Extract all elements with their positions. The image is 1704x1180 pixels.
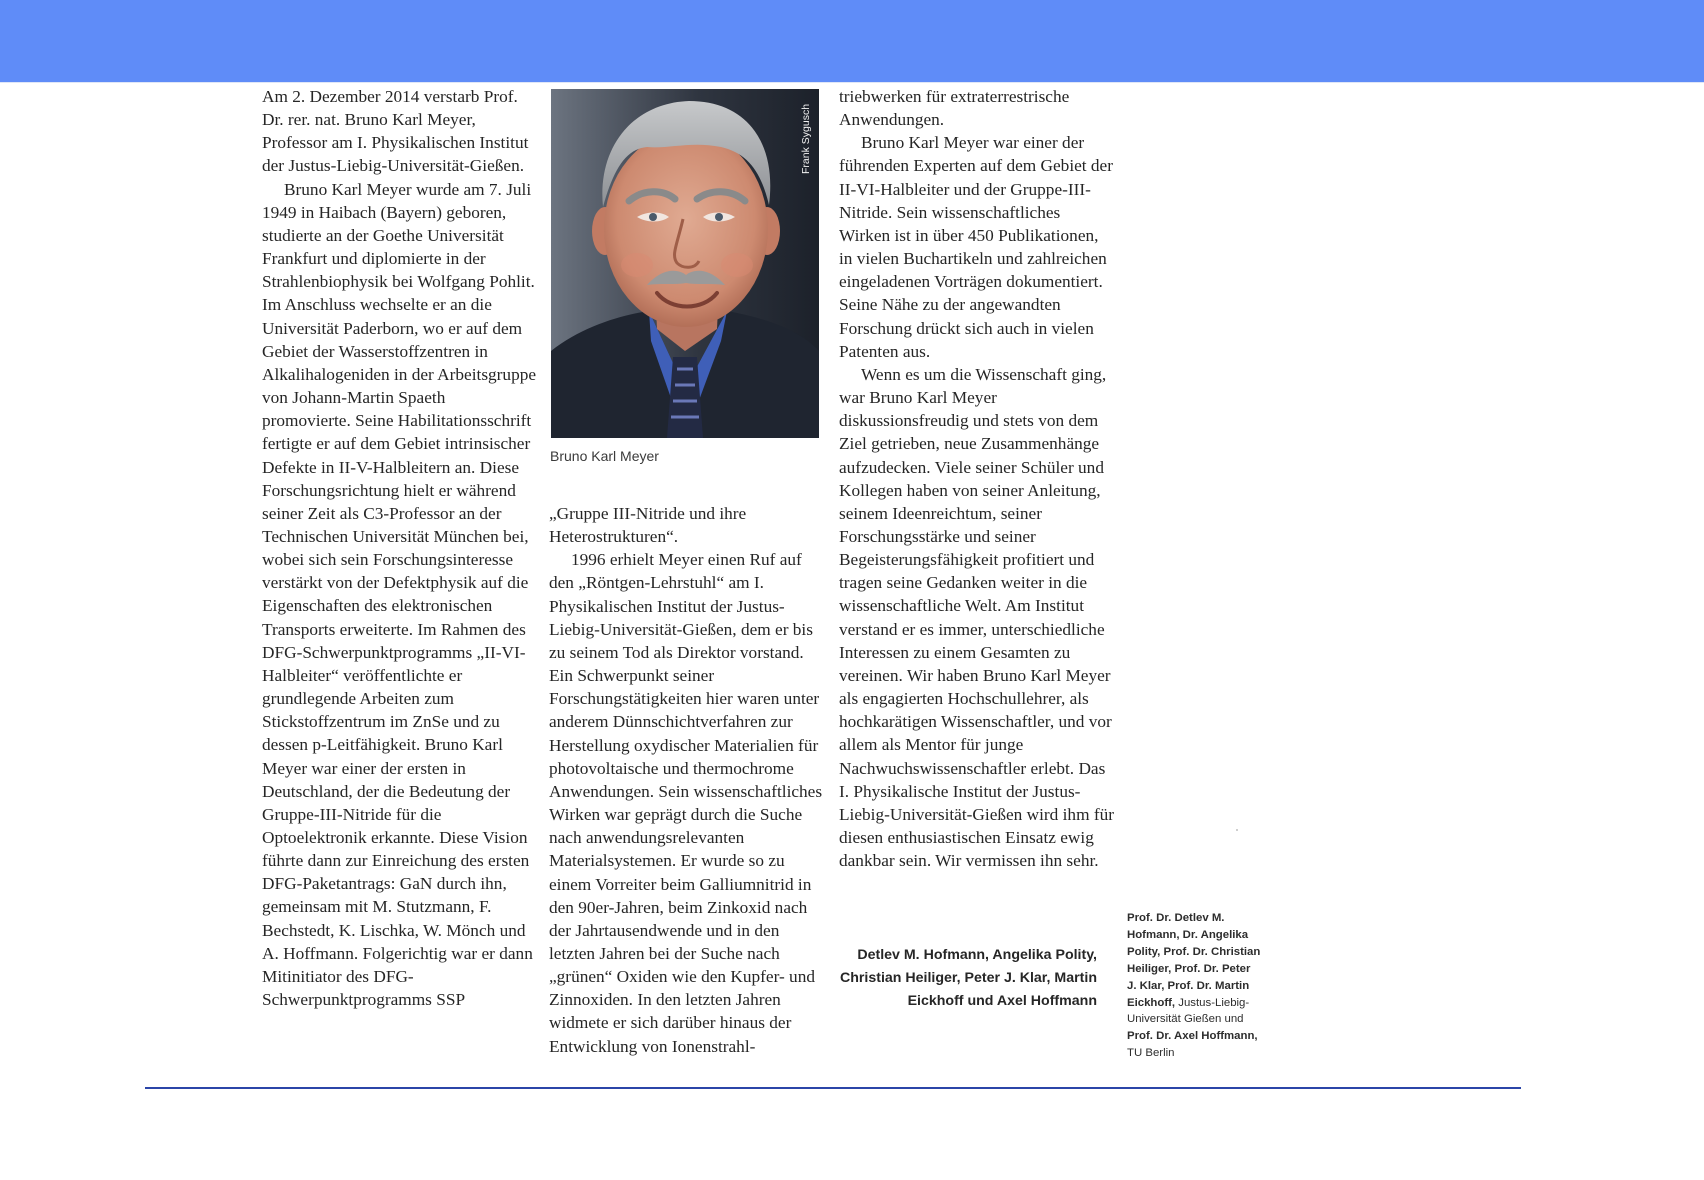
header-bar [0, 0, 1704, 82]
photo-credit-text: Frank Sygusch [800, 103, 812, 174]
portrait-illustration [551, 89, 819, 438]
paragraph-intro: Am 2. Dezember 2014 verstarb Prof. Dr. rer. nat. Bruno Karl Meyer, Professor am I. Physikalischen Institut der Justus-Liebig-Universität-Gießen. [262, 87, 529, 176]
affiliation-institution-giessen: Justus-Liebig-Universität Gießen und [1127, 996, 1250, 1026]
paragraph-continuation: triebwerken für extraterrestrische Anwendungen. [839, 87, 1070, 130]
affiliation-institution-berlin: TU Berlin [1127, 1047, 1175, 1060]
photo-credit [798, 96, 814, 176]
header-bar-edge [0, 82, 1704, 83]
affiliation-name-berlin: Prof. Dr. Axel Hoffmann, [1127, 1030, 1258, 1043]
affiliation-names-giessen: Prof. Dr. Detlev M. Hofmann, Dr. Angelika Polity, Prof. Dr. Christian Heiliger, Prof. Dr. Peter J. Klar, Prof. Dr. Martin Eickhoff, [1127, 912, 1261, 1009]
paragraph-tribute: Wenn es um die Wissenschaft ging, war Bruno Karl Meyer diskussionsfreudig und stets von dem Ziel getrieben, neue Zusammenhänge aufzudecken. Viele seiner Schüler und Kollegen haben von seiner Anleitung, seinem Ideenreichtum, seiner Forschungsstärke und seiner Begeisterungsfähigkeit profitiert und tragen seine Gedanken weiter in die wissenschaftliche Welt. Am Institut verstand er es immer, unterschiedliche Interessen zu einem Gesamten zu vereinen. Wir haben Bruno Karl Meyer als engagierten Hochschullehrer, als hochkarätigen Wissenschaftler, und vor allem als Mentor für junge Nachwuchswissenschaftler erlebt. Das I. Physikalische Institut der Justus-Liebig-Universität-Gießen wird ihm für diesen enthusiastischen Einsatz ewig dankbar sein. Wir vermissen ihn sehr. [839, 364, 1114, 871]
author-affiliations [1127, 910, 1262, 1062]
text-column-3 [839, 85, 1114, 872]
paragraph-expertise: Bruno Karl Meyer war einer der führenden Experten auf dem Gebiet der II-VI-Halbleiter und der Gruppe-III-Nitride. Sein wissenschaftliches Wirken ist in über 450 Publikationen, in vielen Buchartikeln und zahlreichen eingeladenen Vorträgen dokumentiert. Seine Nähe zu der angewandten Forschung drückt sich auch in vielen Patenten aus. [839, 133, 1113, 361]
text-column-2 [549, 502, 824, 1058]
text-column-1 [262, 85, 537, 1011]
paragraph-spp-title: „Gruppe III-Nitride und ihre Heterostrukturen“. [549, 504, 747, 547]
portrait-photo [551, 89, 819, 438]
photo-caption: Bruno Karl Meyer [550, 448, 659, 464]
bottom-rule [145, 1087, 1521, 1089]
paragraph-biography: Bruno Karl Meyer wurde am 7. Juli 1949 in Haibach (Bayern) geboren, studierte an der Goethe Universität Frankfurt und diplomierte in der Strahlenbiophysik bei Wolfgang Pohlit. Im Anschluss wechselte er an die Universität Paderborn, wo er auf dem Gebiet der Wasserstoffzentren in Alkalihalogeniden in der Arbeitsgruppe von Johann-Martin Spaeth promovierte. Seine Habilitationsschrift fertigte er auf dem Gebiet intrinsischer Defekte in II-V-Halbleitern an. Diese Forschungsrichtung hielt er während seiner Zeit als C3-Professor an der Technischen Universität München bei, wobei sich sein Forschungsinteresse verstärkt von der Defektphysik auf die Eigenschaften des elektronischen Transports erweiterte. Im Rahmen des DFG-Schwerpunktprogramms „II-VI-Halbleiter“ veröffentlichte er grundlegende Arbeiten zum Stickstoffzentrum im ZnSe und zu dessen p-Leitfähigkeit. Bruno Karl Meyer war einer der ersten in Deutschland, der die Bedeutung der Gruppe-III-Nitride für die Optoelektronik erkannte. Diese Vision führte dann zur Einreichung des ersten DFG-Paketantrags: GaN durch ihn, gemeinsam mit M. Stutzmann, F. Bechstedt, K. Lischka, W. Mönch und A. Hoffmann. Folgerichtig war er dann Mitinitiator des DFG-Schwerpunktprogramms SSP [262, 179, 537, 1010]
print-speck [1236, 829, 1238, 831]
author-signature: Detlev M. Hofmann, Angelika Polity, Christian Heiliger, Peter J. Klar, Martin Eickhoff und Axel Hoffmann [839, 947, 1097, 1010]
paragraph-giessen: 1996 erhielt Meyer einen Ruf auf den „Röntgen-Lehrstuhl“ am I. Physikalischen Institut der Justus-Liebig-Universität-Gießen, dem er bis zu seinem Tod als Direktor vorstand. Ein Schwerpunkt seiner Forschungstätigkeiten hier waren unter anderem Dünnschichtverfahren zur Herstellung oxydischer Materialien für photovoltaische und thermochrome Anwendungen. Sein wissenschaftliches Wirken war geprägt durch die Suche nach anwendungsrelevanten Materialsystemen. Er wurde so zu einem Vorreiter beim Galliumnitrid in den 90er-Jahren, beim Zinkoxid nach der Jahrtausendwende und in den letzten Jahren bei der Suche nach „grünen“ Oxiden wie den Kupfer- und Zinnoxiden. In den letzten Jahren widmete er sich darüber hinaus der Entwicklung von Ionenstrahl- [549, 550, 823, 1056]
